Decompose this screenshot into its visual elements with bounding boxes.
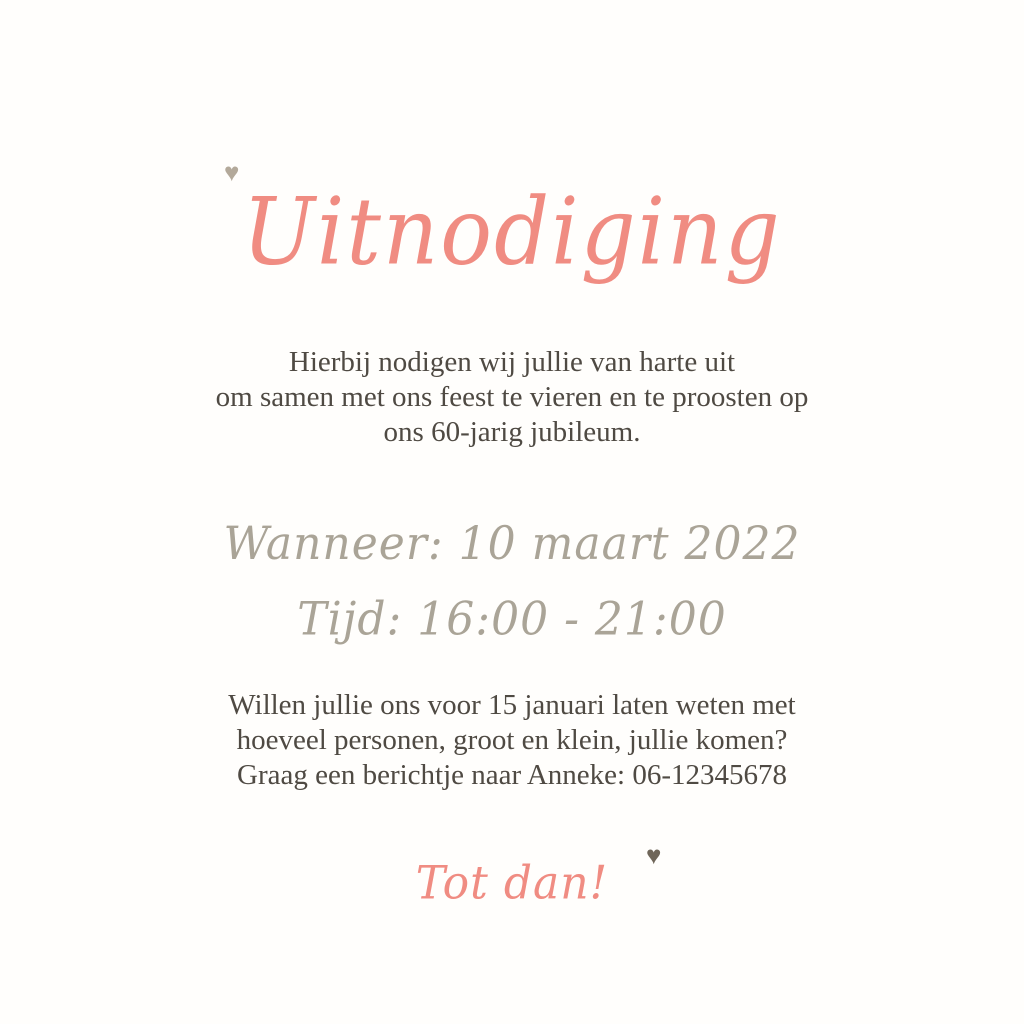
event-details (0, 506, 1024, 657)
page-title: Uitnodiging (242, 178, 782, 286)
heart-icon-top-left: ♥ (224, 158, 240, 187)
closing-text: Tot dan! (415, 856, 609, 911)
rsvp-line-1: Willen jullie ons voor 15 januari laten weten met (228, 689, 796, 721)
rsvp-line-2: hoeveel personen, groot en klein, jullie komen? (236, 724, 788, 756)
intro-paragraph (0, 345, 1024, 450)
intro-line-2: om samen met ons feest te vieren en te proosten op (215, 381, 809, 413)
event-date-line: Wanneer: 10 maart 2022 (223, 516, 801, 571)
event-time-line: Tijd: 16:00 - 21:00 (297, 592, 727, 647)
intro-line-1: Hierbij nodigen wij jullie van harte uit (288, 346, 736, 378)
rsvp-paragraph (0, 688, 1024, 793)
heart-icon-bottom: ♥ (646, 841, 662, 870)
intro-line-3: ons 60-jarig jubileum. (383, 416, 641, 448)
rsvp-line-3: Graag een berichtje naar Anneke: 06-12345678 (237, 759, 787, 791)
